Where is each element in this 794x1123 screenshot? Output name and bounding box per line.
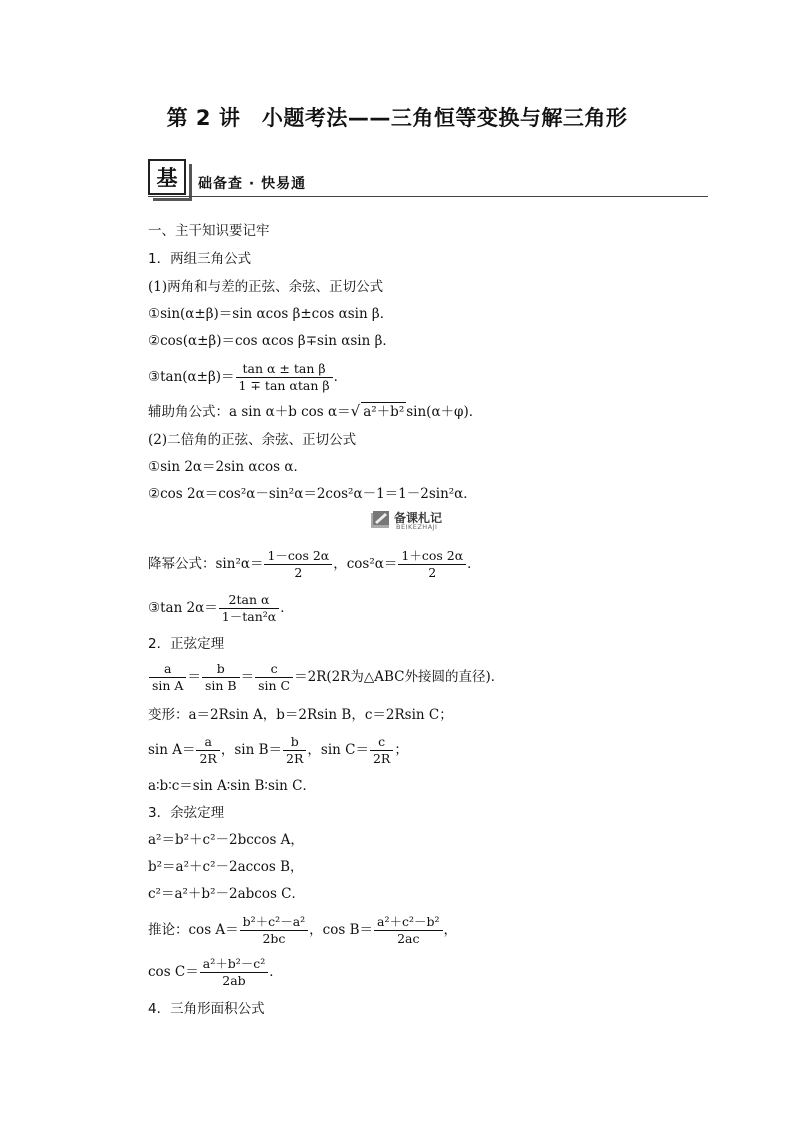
- page-title: 第 2 讲 小题考法——三角恒等变换与解三角形: [166, 106, 628, 130]
- formula-end: ．: [280, 600, 294, 616]
- formula-sines-ratio-form: [148, 733, 408, 767]
- sqrt-icon: √: [350, 402, 361, 420]
- subheading-double-angle: (2)二倍角的正弦、余弦、正切公式: [148, 432, 357, 448]
- formula-cos-sum: ②cos(α±β)＝cos αcos β∓sin αsin β．: [148, 333, 396, 349]
- fraction: [370, 734, 393, 767]
- numerator: c: [370, 734, 393, 751]
- fraction: [219, 592, 279, 625]
- numerator: 1－cos 2α: [264, 548, 332, 565]
- fraction: [398, 548, 466, 581]
- denominator: 1 ∓ tan αtan β: [238, 378, 330, 393]
- formula-tan-sum: [148, 360, 347, 394]
- formula-end: ．: [467, 556, 481, 572]
- numerator: b²＋c²－a²: [240, 914, 309, 931]
- formula-mid: ，sin B＝: [220, 742, 283, 758]
- formula-sin-double: ①sin 2α＝2sin αcos α．: [148, 459, 308, 475]
- fraction: [196, 734, 219, 767]
- formula-tan-double: [148, 591, 294, 625]
- formula-sin-sum: ①sin(α±β)＝sin αcos β±cos αsin β．: [148, 306, 394, 322]
- formula-lead: 辅助角公式：a sin α＋b cos α＝: [148, 404, 351, 420]
- denominator: sin A: [152, 678, 184, 693]
- fraction: [200, 956, 269, 989]
- formula-end: ．: [269, 964, 283, 980]
- fraction: [240, 914, 309, 947]
- formula-mid: ，cos B＝: [309, 922, 374, 938]
- formula-lead: cos C＝: [148, 964, 199, 980]
- formula-end: ＝2R(2R为△ABC外接圆的直径)．: [294, 669, 505, 685]
- formula-end: ，: [443, 922, 458, 938]
- fraction: [374, 914, 443, 947]
- numerator: b: [202, 661, 240, 678]
- fraction: [202, 661, 240, 694]
- numerator: a: [196, 734, 219, 751]
- numerator: tan α ± tan β: [236, 361, 333, 378]
- formula-lead: ③tan(α±β)＝: [148, 369, 235, 385]
- denominator: 2ac: [397, 931, 420, 946]
- formula-sides-ratio: a∶b∶c＝sin A∶sin B∶sin C．: [148, 778, 316, 794]
- numerator: 1＋cos 2α: [398, 548, 466, 565]
- banner-divider: [148, 196, 708, 197]
- formula-auxiliary-angle: [148, 402, 482, 421]
- banner-text: 础备查 · 快易通: [198, 176, 307, 192]
- formula-lead: 推论：cos A＝: [148, 922, 239, 938]
- radicand: a²＋b²: [363, 404, 405, 420]
- denominator: 2: [294, 565, 303, 580]
- numerator: 2tan α: [219, 592, 279, 609]
- fraction: [283, 734, 306, 767]
- denominator: 2R: [199, 751, 217, 766]
- formula-sines-transform: 变形：a＝2Rsin A，b＝2Rsin B，c＝2Rsin C；: [148, 707, 453, 723]
- formula-end: ；: [394, 742, 408, 758]
- formula-end: ．: [333, 369, 348, 385]
- denominator: 1－tan²α: [221, 609, 277, 624]
- formula-cosine-inference: [148, 913, 457, 947]
- section-heading-1: 1．两组三角公式: [148, 251, 252, 267]
- heading-main-knowledge: 一、主干知识要记牢: [148, 223, 270, 239]
- denominator: 2R: [286, 751, 304, 766]
- denominator: sin C: [258, 678, 291, 693]
- numerator: a²＋c²－b²: [374, 914, 443, 931]
- formula-lead: 降幂公式：sin²α＝: [148, 556, 264, 572]
- formula-cosine-inference-c: [148, 955, 283, 989]
- formula-lead: sin A＝: [148, 742, 196, 758]
- formula-law-of-sines: $\frac{a}{\text{sin A}}$ ＝ $\frac{b}{\text{sin B}}$ ＝ $\frac{c}{\text{sin C}}$ ＝2R(2R为△ABC外接圆的直径)．: [148, 660, 504, 694]
- denominator: 2ab: [222, 973, 246, 988]
- section-heading-3: 3．余弦定理: [148, 805, 225, 821]
- numerator: a: [149, 661, 186, 678]
- formula-cosine-a: a²＝b²＋c²－2bccos A，: [148, 832, 304, 848]
- numerator: b: [283, 734, 306, 751]
- section-heading-4: 4．三角形面积公式: [148, 1001, 265, 1017]
- formula-cos-double: ②cos 2α＝cos²α－sin²α＝2cos²α－1＝1－2sin²α．: [148, 486, 477, 502]
- formula-power-reduction: [148, 547, 481, 581]
- formula-lead: ③tan 2α＝: [148, 600, 218, 616]
- formula-mid: ，cos²α＝: [333, 556, 398, 572]
- fraction: [236, 361, 333, 394]
- notebook-icon: [370, 510, 392, 530]
- denominator: 2R: [372, 751, 391, 766]
- formula-cosine-c: c²＝a²＋b²－2abcos C．: [148, 886, 306, 902]
- fraction: [149, 661, 186, 694]
- stamp-label: 备课札记: [394, 511, 443, 525]
- note-stamp: [370, 508, 450, 532]
- numerator: a²＋b²－c²: [200, 956, 269, 973]
- stamp-sublabel: BEIKEZHAJI: [396, 523, 438, 531]
- denominator: 2: [428, 565, 437, 580]
- fraction: [255, 661, 293, 694]
- denominator: sin B: [204, 678, 237, 693]
- denominator: 2bc: [262, 931, 286, 946]
- section-banner: [148, 159, 708, 199]
- formula-end: sin(α＋φ)．: [406, 404, 483, 420]
- numerator: c: [255, 661, 293, 678]
- fraction: [264, 548, 332, 581]
- section-heading-2: 2．正弦定理: [148, 636, 225, 652]
- formula-cosine-b: b²＝a²＋c²－2accos B，: [148, 859, 304, 875]
- banner-badge: 基: [148, 159, 186, 195]
- subheading-sum-diff: (1)两角和与差的正弦、余弦、正切公式: [148, 279, 384, 295]
- formula-mid: ，sin C＝: [307, 742, 369, 758]
